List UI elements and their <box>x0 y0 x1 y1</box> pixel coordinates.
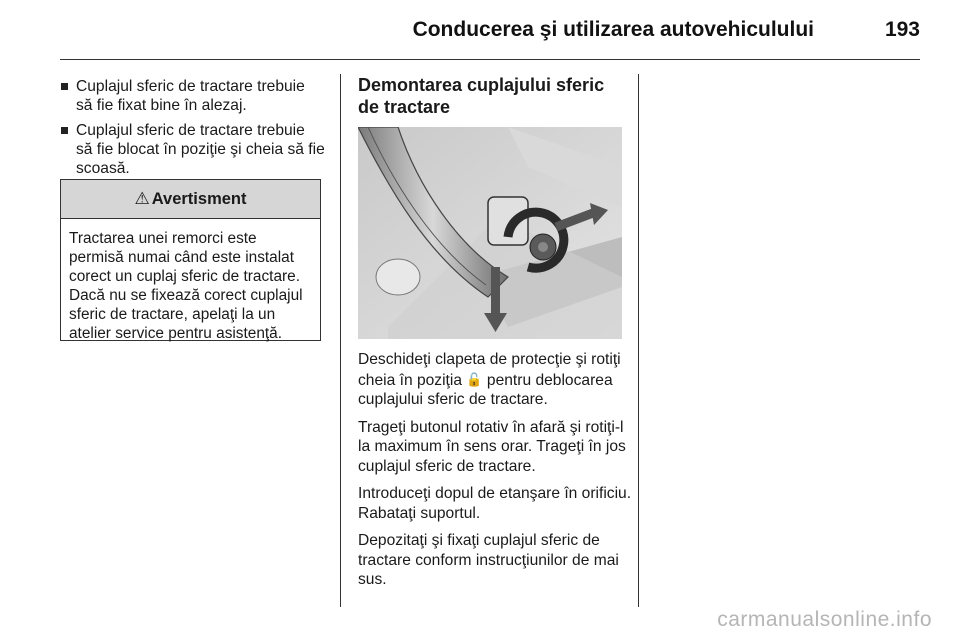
list-item <box>60 77 325 115</box>
warning-header <box>61 180 320 219</box>
bullet-text: Cuplajul sferic de tractare trebuie să fie fixat bine în alezaj. <box>76 78 305 114</box>
page-number: 193 <box>884 18 920 41</box>
page-header <box>0 0 960 62</box>
list-item <box>60 121 325 178</box>
warning-triangle-icon: ⚠ <box>134 189 150 208</box>
instruction-text: pentru deblocarea cuplajului sferic de tractare. <box>358 371 613 408</box>
instruction-paragraph <box>358 350 633 410</box>
bullet-list <box>60 77 325 178</box>
instructions <box>358 350 633 598</box>
column-divider-left <box>340 74 341 607</box>
right-column <box>358 74 623 118</box>
warning-title: Avertisment <box>151 189 247 208</box>
warning-text: Tractarea unei remorci este permisă numai când este instalat corect un cuplaj sferic de tractare. Dacă nu se fixează corect cuplajul sferic de tractare, apelaţi la un atelier service pentru asistenţă. <box>69 230 303 342</box>
left-column <box>60 77 325 184</box>
header-title: Conducerea şi utilizarea autovehiculului <box>412 18 814 41</box>
instruction-text: Deschideţi clapeta de protecţie şi rotiţi cheia în poziţia <box>358 351 621 389</box>
column-divider-right <box>638 74 639 607</box>
watermark: carmanualsonline.info <box>717 608 932 631</box>
header-rule <box>60 59 920 60</box>
warning-box <box>60 179 321 341</box>
square-bullet-icon <box>61 83 68 90</box>
square-bullet-icon <box>61 127 68 134</box>
instruction-paragraph: Introduceţi dopul de etanşare în orificiu. Rabataţi suportul. <box>358 485 632 522</box>
instruction-paragraph: Trageţi butonul rotativ în afară şi rotiţi-l la maximum în sens orar. Trageţi în jos cuplajul sferic de tractare. <box>358 418 626 475</box>
bullet-text: Cuplajul sferic de tractare trebuie să fie blocat în poziţie şi cheia să fie scoasă. <box>76 122 325 177</box>
section-title: Demontarea cuplajului sferic de tractare <box>358 75 605 117</box>
unlocked-padlock-icon: 🔓 <box>466 371 483 387</box>
instruction-paragraph: Depozitaţi şi fixaţi cuplajul sferic de tractare conform instrucţiunilor de mai sus. <box>358 532 619 588</box>
towbar-removal-illustration <box>358 127 622 339</box>
